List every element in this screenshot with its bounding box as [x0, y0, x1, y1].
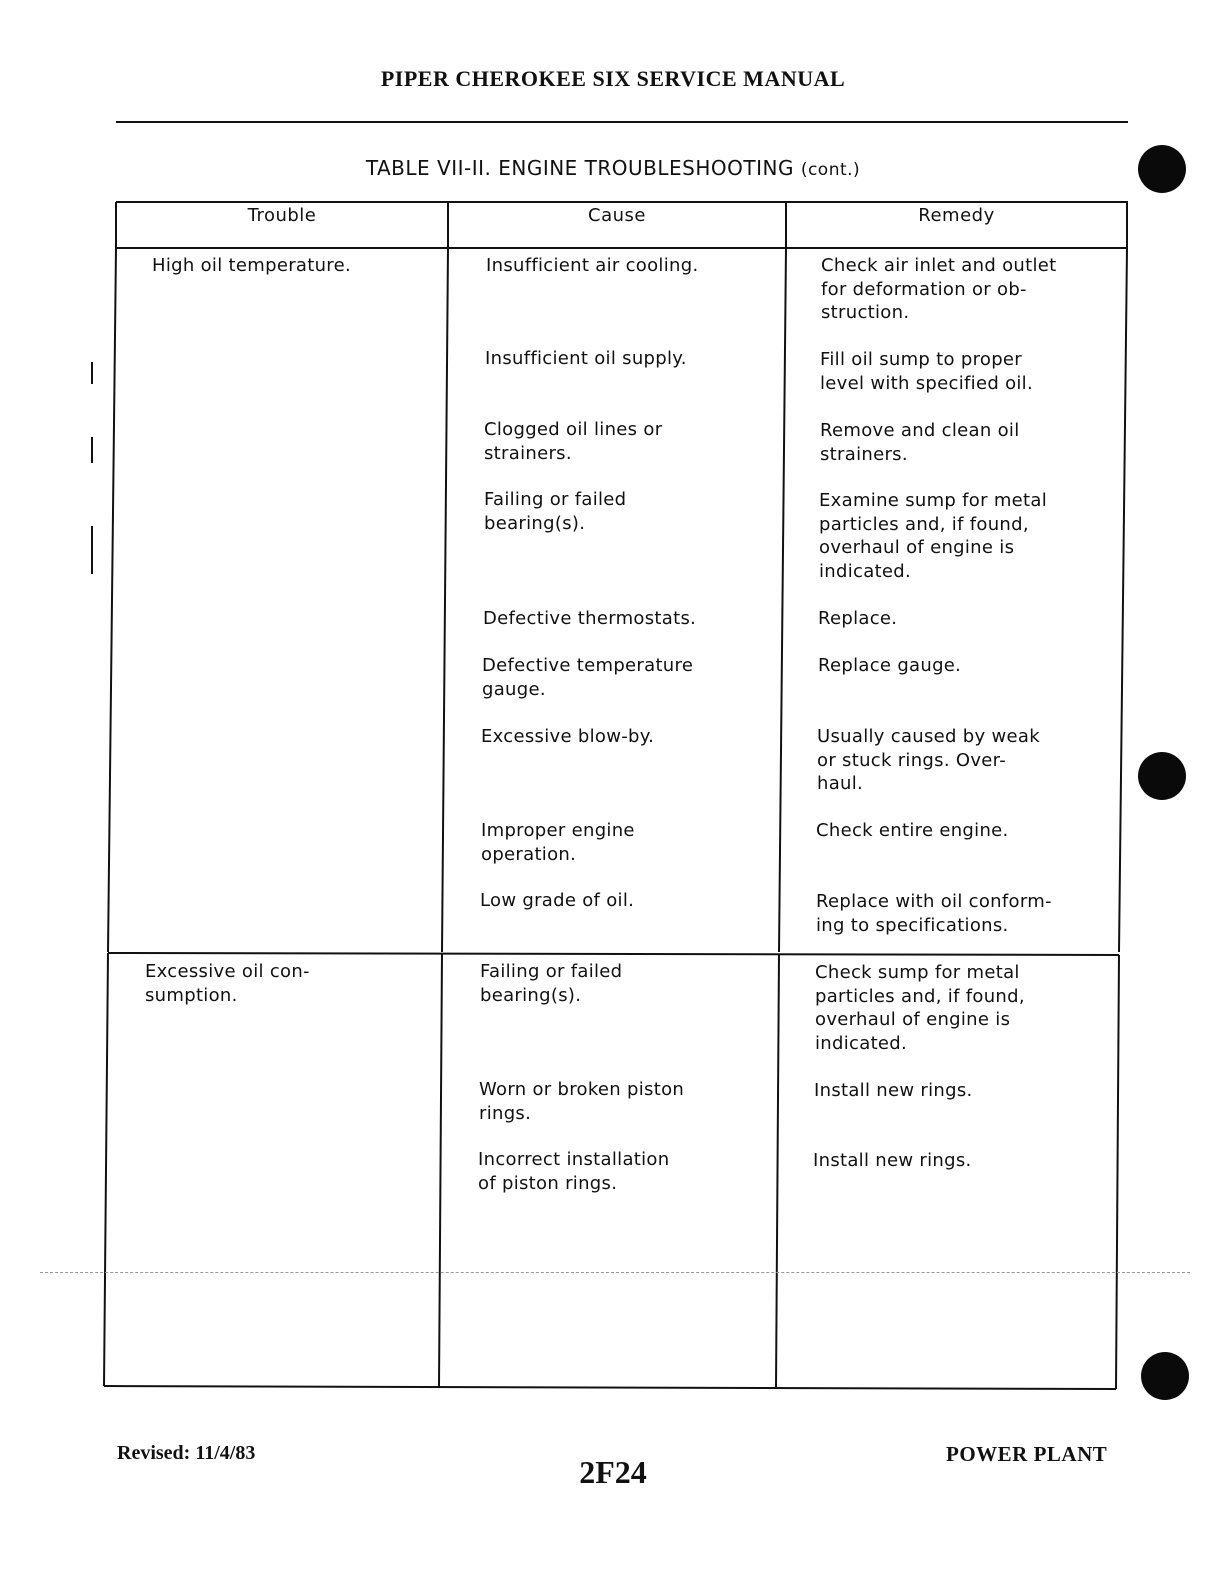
scan-artifact-line — [40, 1272, 1190, 1273]
cause-cell: Defective thermostats. — [483, 608, 697, 629]
revision-bar — [91, 526, 93, 574]
column-header-cause: Cause — [588, 205, 646, 226]
cause-cell: Low grade of oil. — [480, 890, 635, 911]
revision-bar — [91, 437, 93, 463]
section-name: POWER PLANT — [946, 1442, 1108, 1466]
remedy-cell: Replace gauge. — [818, 655, 962, 676]
punch-hole — [1141, 1352, 1189, 1400]
table-title-text: TABLE VII-II. ENGINE TROUBLESHOOTING — [365, 156, 794, 180]
remedy-cell: Check sump for metal particles and, if found, overhaul of engine is indicated. — [815, 962, 1025, 1054]
remedy-cell: Replace with oil conform- ing to specifications. — [816, 891, 1052, 936]
page-code: 2F24 — [579, 1454, 647, 1490]
page-header: PIPER CHEROKEE SIX SERVICE MANUAL — [380, 66, 846, 91]
cause-cell: Worn or broken piston rings. — [479, 1079, 685, 1124]
remedy-cell: Install new rings. — [814, 1080, 973, 1101]
remedy-cell: Fill oil sump to proper level with specified oil. — [820, 349, 1034, 394]
table-title-suffix: (cont.) — [800, 160, 861, 180]
remedy-cell: Check entire engine. — [816, 820, 1009, 841]
cause-cell: Insufficient oil supply. — [485, 348, 687, 369]
revised-date: Revised: 11/4/83 — [117, 1442, 256, 1464]
cause-cell: Excessive blow-by. — [481, 726, 655, 747]
cause-cell: Failing or failed bearing(s). — [480, 961, 623, 1006]
cause-cell: Incorrect installation of piston rings. — [478, 1149, 670, 1194]
remedy-cell: Usually caused by weak or stuck rings. Over- haul. — [817, 726, 1040, 794]
cause-cell: Insufficient air cooling. — [486, 255, 699, 276]
revision-bar — [91, 362, 93, 384]
cause-cell: Failing or failed bearing(s). — [484, 489, 627, 534]
punch-hole — [1138, 145, 1186, 193]
remedy-cell: Replace. — [818, 608, 898, 629]
header-rule — [116, 121, 1128, 123]
remedy-cell: Install new rings. — [813, 1150, 972, 1171]
trouble-excessive-oil-consumption: Excessive oil con- sumption. — [145, 961, 310, 1006]
column-header-remedy: Remedy — [918, 205, 995, 226]
cause-cell: Improper engine operation. — [481, 820, 635, 865]
table-title — [0, 156, 1226, 180]
column-header-trouble: Trouble — [247, 205, 317, 226]
remedy-cell: Remove and clean oil strainers. — [820, 420, 1020, 465]
remedy-cell: Examine sump for metal particles and, if found, overhaul of engine is indicated. — [819, 490, 1048, 582]
remedy-cell: Check air inlet and outlet for deformation or ob- struction. — [821, 255, 1057, 323]
cause-cell: Defective temperature gauge. — [482, 655, 694, 700]
cause-cell: Clogged oil lines or strainers. — [484, 419, 663, 464]
trouble-high-oil-temperature: High oil temperature. — [152, 255, 351, 276]
punch-hole — [1138, 752, 1186, 800]
